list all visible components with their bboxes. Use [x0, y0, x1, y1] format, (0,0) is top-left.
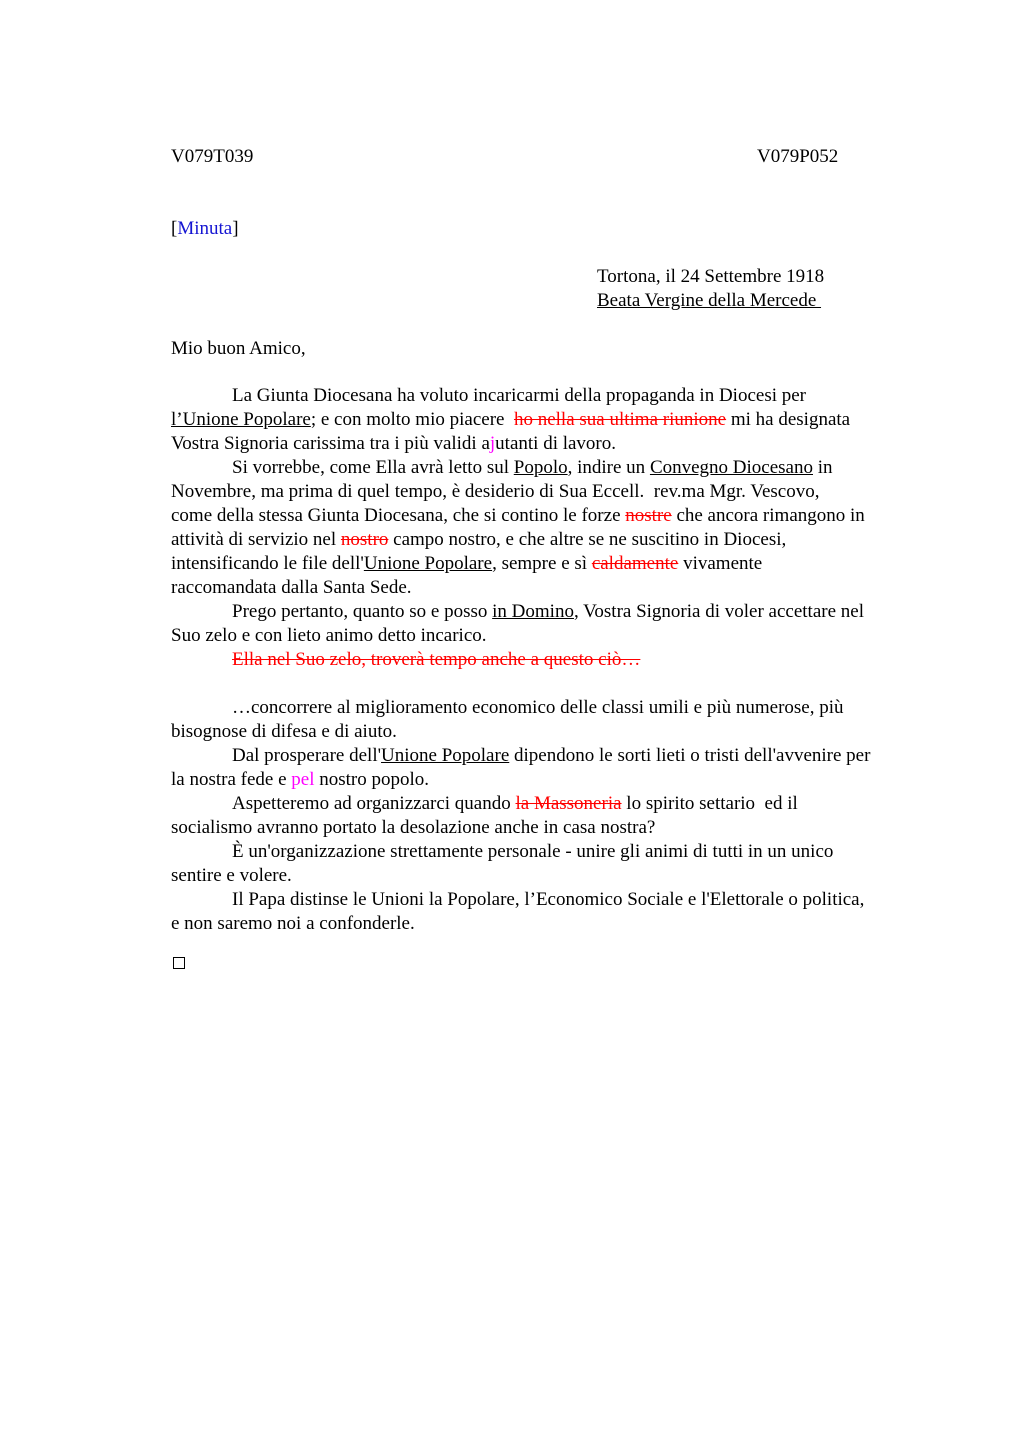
- addition: j: [489, 433, 496, 454]
- minuta-text: Minuta: [177, 218, 233, 239]
- addition: pel: [291, 769, 315, 790]
- bracket-open: [: [171, 218, 178, 239]
- greeting: Mio buon Amico,: [171, 338, 306, 359]
- underlined-unione-popolare: l’Unione Popolare: [171, 409, 311, 430]
- p7-line2: sentire e volere.: [171, 865, 292, 886]
- blank-line: [171, 672, 941, 696]
- p7-line1: È un'organizzazione strettamente personale - unire gli animi di tutti in un unico: [232, 841, 834, 862]
- minuta-label: [171, 218, 239, 240]
- deletion: la Massoneria: [515, 793, 622, 814]
- p2-line1: Si vorrebbe, come Ella avrà letto sul Popolo, indire un Convegno Diocesano in: [232, 457, 833, 478]
- dateline-feast: Beata Vergine della Mercede: [597, 290, 822, 311]
- p1-line1: La Giunta Diocesana ha voluto incaricarmi della propaganda in Diocesi per: [232, 385, 806, 406]
- p5-line1: Dal prosperare dell'Unione Popolare dipendono le sorti lieti o tristi dell'avvenire per: [232, 745, 871, 766]
- archive-code-left: V079T039: [171, 146, 254, 167]
- p8-line1: Il Papa distinse le Unioni la Popolare, l’Economico Sociale e l'Elettorale o politica,: [232, 889, 865, 910]
- p6-line2: socialismo avranno portato la desolazione anche in casa nostra?: [171, 817, 656, 838]
- deletion: ho nella sua ultima riunione: [513, 409, 727, 430]
- bracket-close: ]: [232, 218, 239, 239]
- dateline-place-date: Tortona, il 24 Settembre 1918: [597, 266, 825, 287]
- letter-body: [171, 384, 941, 936]
- archive-code-right: V079P052: [757, 146, 839, 167]
- p5-line2: la nostra fede e pel nostro popolo.: [171, 769, 430, 790]
- p3-line3: [171, 648, 941, 672]
- underlined-popolo: Popolo: [513, 457, 568, 478]
- p3-line2: Suo zelo e con lieto animo detto incarico.: [171, 625, 487, 646]
- p8-line2: e non saremo noi a confonderle.: [171, 913, 415, 934]
- p1-line3: Vostra Signoria carissima tra i più validi ajutanti di lavoro.: [171, 433, 617, 454]
- deletion: caldamente: [591, 553, 679, 574]
- underlined-unione-popolare: Unione Popolare: [381, 745, 510, 766]
- deletion: nostro: [340, 529, 389, 550]
- p2-line4: attività di servizio nel nostro campo nostro, e che altre se ne suscitino in Diocesi,: [171, 529, 787, 550]
- p2-line2: Novembre, ma prima di quel tempo, è desiderio di Sua Eccell. rev.ma Mgr. Vescovo,: [171, 481, 820, 502]
- p2-line6: raccomandata dalla Santa Sede.: [171, 577, 412, 598]
- end-mark-square-icon: [173, 957, 185, 969]
- p4-line1: …concorrere al miglioramento economico delle classi umili e più numerose, più: [232, 697, 844, 718]
- p6-line1: Aspetteremo ad organizzarci quando la Massoneria lo spirito settario ed il: [232, 793, 798, 814]
- deletion: Ella nel Suo zelo, troverà tempo anche a questo ciò…: [232, 649, 641, 670]
- underlined-unione-popolare: Unione Popolare: [363, 553, 493, 574]
- p4-line2: bisognose di difesa e di aiuto.: [171, 721, 397, 742]
- p3-line1: Prego pertanto, quanto so e posso in Domino, Vostra Signoria di voler accettare nel: [232, 601, 864, 622]
- deletion: nostre: [625, 505, 672, 526]
- p2-line5: intensificando le file dell'Unione Popolare, sempre e sì caldamente vivamente: [171, 553, 763, 574]
- p2-line3: come della stessa Giunta Diocesana, che si contino le forze nostre che ancora rimangono in: [171, 505, 865, 526]
- underlined-convegno: Convegno Diocesano: [649, 457, 813, 478]
- underlined-in-domino: in Domino: [492, 601, 574, 622]
- p1-line2: l’Unione Popolare; e con molto mio piacere ho nella sua ultima riunione mi ha designata: [171, 409, 851, 430]
